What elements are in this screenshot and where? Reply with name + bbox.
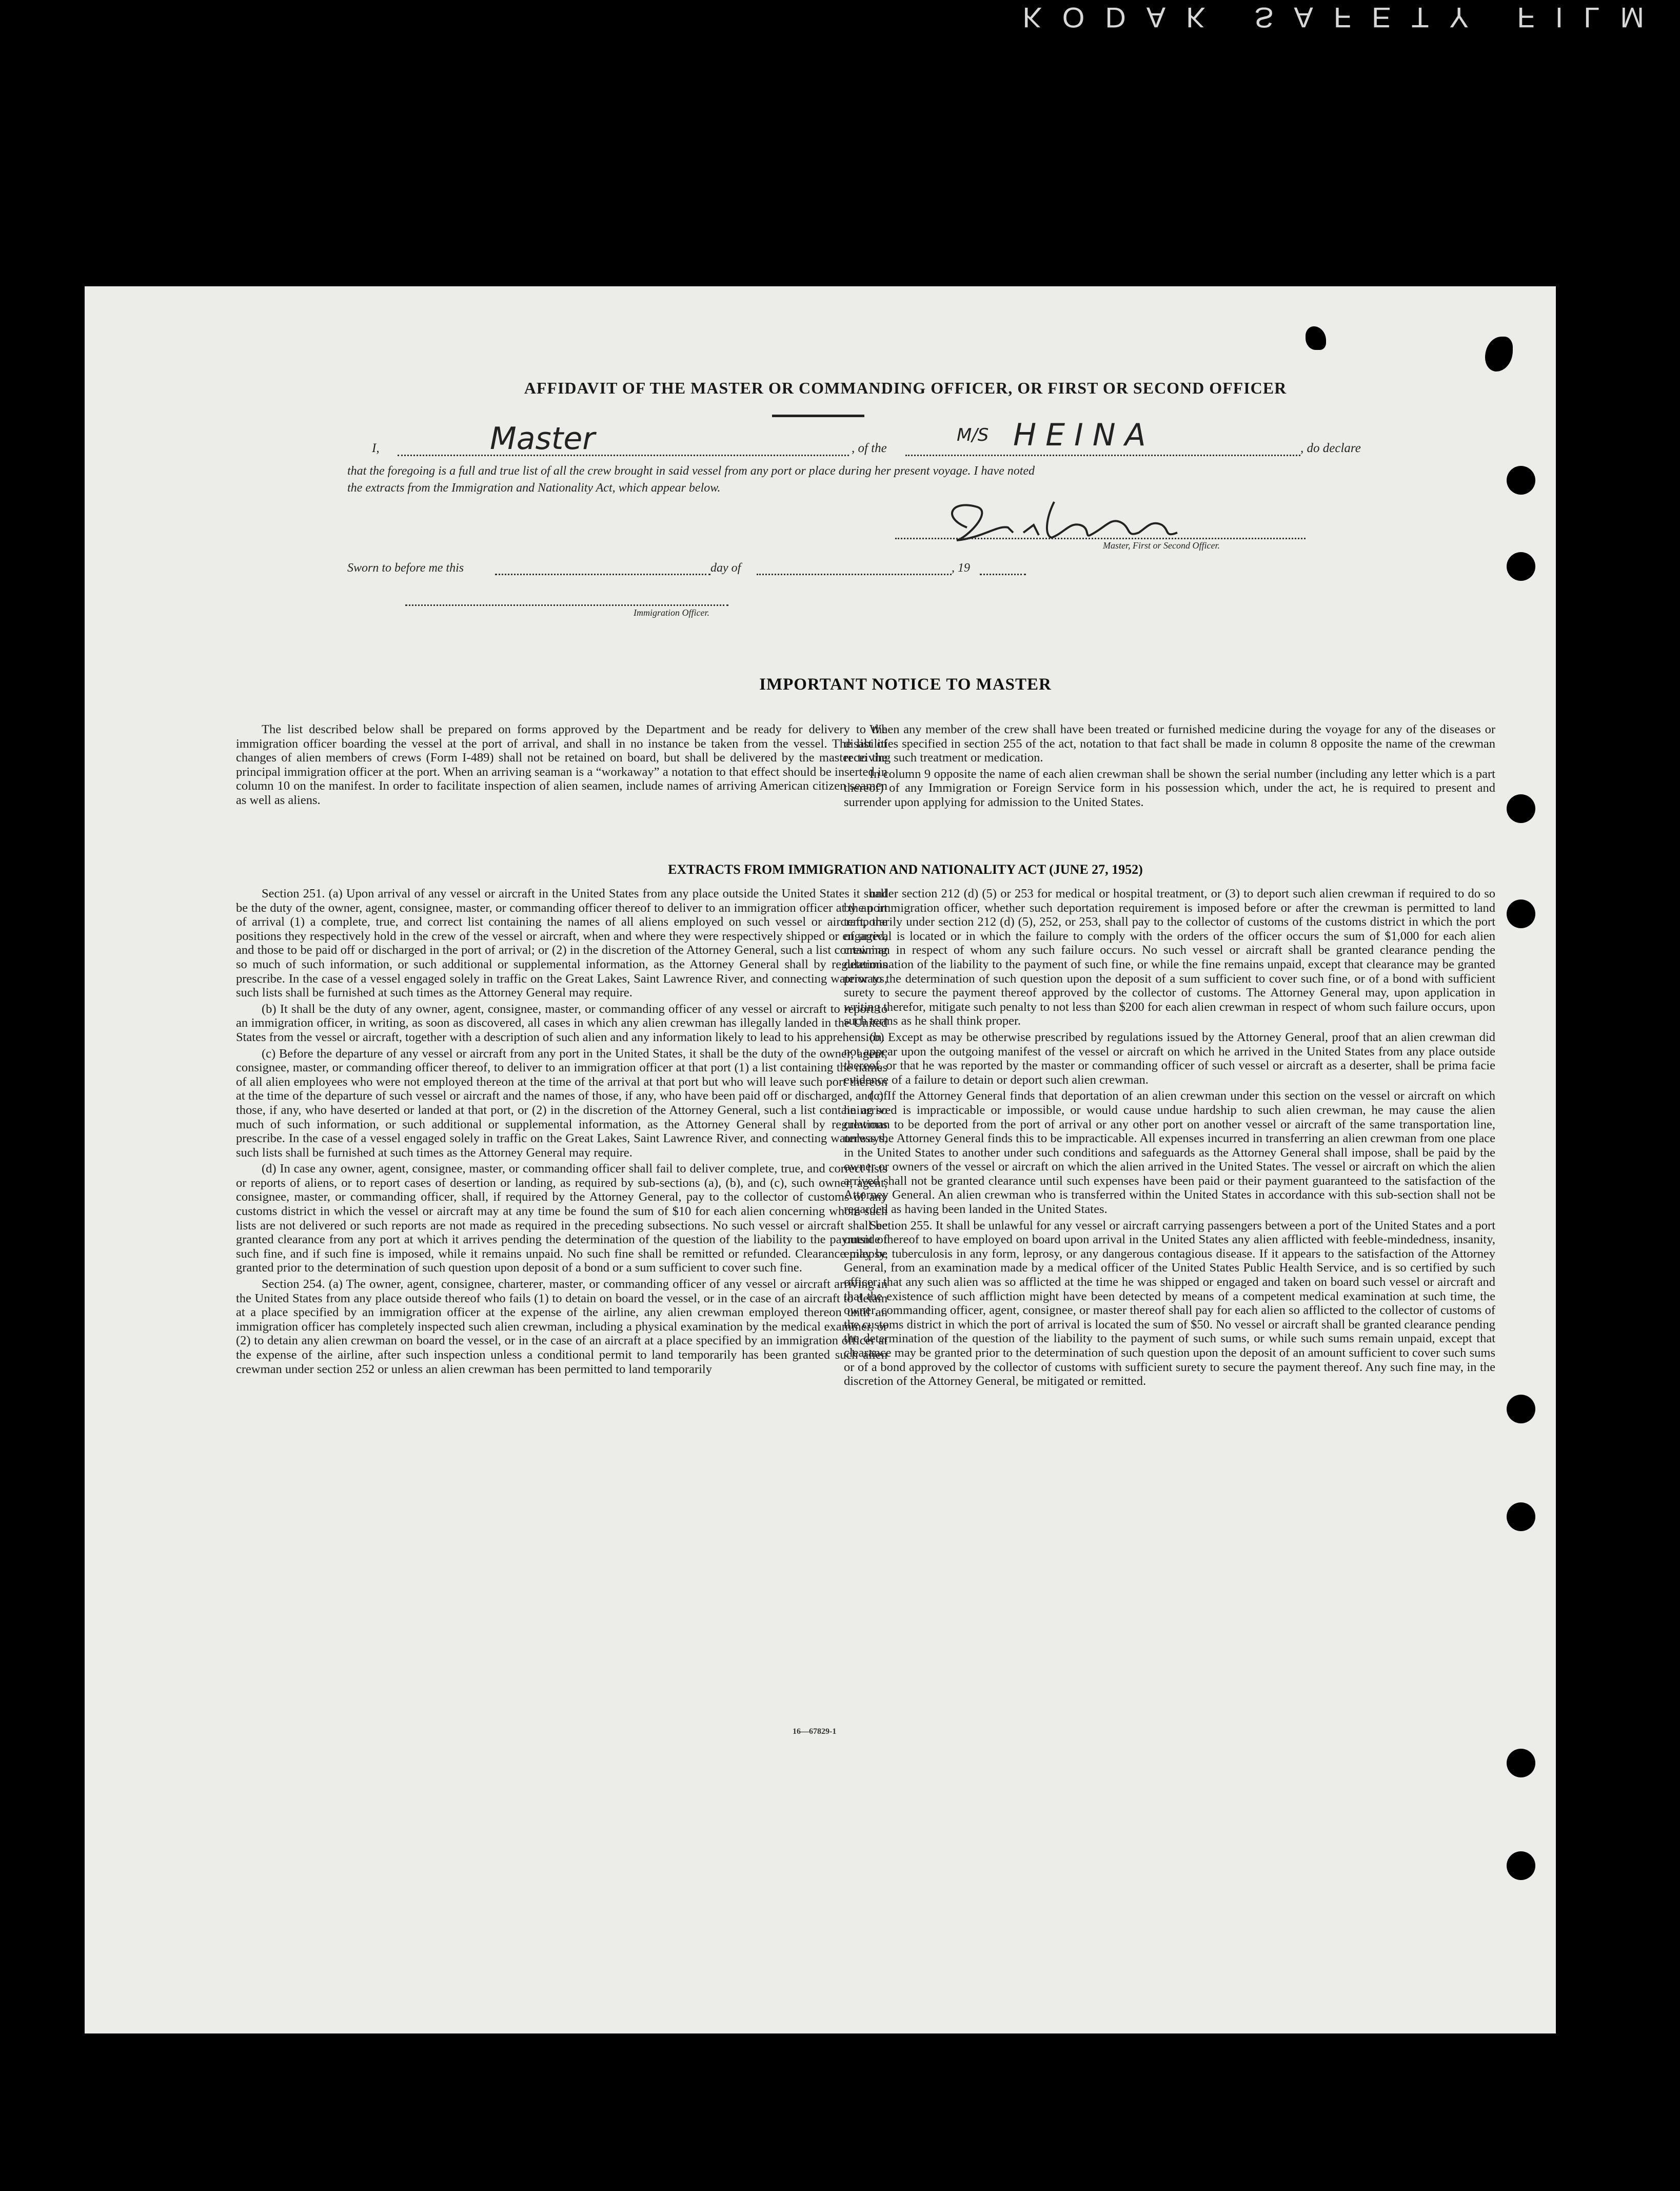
rank-blank	[398, 455, 849, 456]
notice-right-column	[844, 722, 1495, 812]
notice-left-paragraph: The list described below shall be prepared on forms approved by the Department and be ready for delivery to the immigration officer boarding the vessel at the port of arrival, and shall in no instance be taken from the vessel. The list of changes of alien members of crews (Form I-489) shall not be retained on board, but shall be delivered by the master to the principal immigration officer at the port. When an arriving seaman is a “workaway” a notation to that effect should be inserted in column 10 on the manifest. In order to facilitate inspection of alien seamen, include names of arriving American citizen seamen as well as aliens.	[236, 722, 887, 807]
affidavit-line3: the extracts from the Immigration and Nationality Act, which appear below.	[347, 481, 721, 495]
punch-hole	[1507, 899, 1535, 928]
notice-right-paragraph-1: When any member of the crew shall have been treated or furnished medicine during the voyage for any of the diseases or disabilities specified in section 255 of the act, notation to that fact shall be made in column 8 opposite the name of the crewman receiving such treatment or medication.	[844, 722, 1495, 765]
punch-hole	[1507, 466, 1535, 495]
extracts-title: EXTRACTS FROM IMMIGRATION AND NATIONALITY ACT (JUNE 27, 1952)	[668, 862, 1143, 877]
form-code: 16—67829-1	[793, 1727, 837, 1736]
extracts-left-column	[236, 887, 887, 1378]
extract-paragraph: (d) In case any owner, agent, consignee, master, or commanding officer shall fail to deliver complete, true, and correct lists or reports of aliens, or to report cases of desertion or landing, as required by sub-sections (a), (b), and (c), such owner, agent, consignee, master, or commanding officer, shall, if required by the Attorney General, pay to the collector of customs of any customs district in which the vessel or aircraft may at any time be found the sum of $10 for each alien concerning whom such lists are not delivered or such reports are not made as required in the preceding subsections. No such vessel or aircraft shall be granted clearance from any port at which it arrives pending the determination of the question of the liability to the payment of such fine, and if such fine is imposed, while it remains unpaid. No such fine shall be remitted or refunded. Clearance may be granted prior to the determination of such question upon deposit of a bond or a sum sufficient to cover such fine.	[236, 1162, 887, 1275]
extract-paragraph: (c) Before the departure of any vessel or aircraft from any port in the United States, it shall be the duty of the owner, agent, consignee, master, or commanding officer thereof, to deliver to an immigration officer at that port (1) a list containing the names of all alien employees who were not employed thereon at the time of the arrival at that port but who will leave such port thereon at the time of the departure of such vessel or aircraft and the names of those, if any, who have been paid off or discharged, and of those, if any, who have deserted or landed at that port, or (2) in the discretion of the Attorney General, such a list containing so much of such information, or such additional or supplemental information, as the Attorney General shall by regulations prescribe. In the case of a vessel engaged solely in traffic on the Great Lakes, Saint Lawrence River, and connecting waterways, such lists shall be furnished at such times as the Attorney General may require.	[236, 1046, 887, 1160]
punch-hole	[1507, 552, 1535, 581]
officer-label: Immigration Officer.	[634, 608, 709, 618]
extract-paragraph: (b) It shall be the duty of any owner, agent, consignee, master, or commanding officer of any vessel or aircraft to report to an immigration officer, in writing, as soon as discovered, all cases in which any alien crewman has illegally landed in the United States from the vessel or aircraft, together with a description of such alien and any information likely to lead to his apprehension.	[236, 1002, 887, 1044]
punch-hole	[1507, 1395, 1535, 1423]
affidavit-line1-suffix: , do declare	[1300, 441, 1361, 455]
punch-hole	[1507, 1502, 1535, 1531]
filled-vessel-prefix: M/S	[957, 425, 989, 445]
notice-title: IMPORTANT NOTICE TO MASTER	[759, 675, 1052, 694]
signature-blank	[895, 538, 1306, 539]
notice-left-column	[236, 722, 887, 810]
film-edge-text: KODAK SAFETY FILM	[1022, 2, 1665, 34]
title-rule	[772, 415, 864, 417]
sworn-year: , 19	[952, 561, 970, 575]
affidavit-line1-prefix: I,	[372, 441, 380, 455]
extracts-right-column	[844, 887, 1495, 1391]
torn-corner-mark	[1306, 326, 1326, 350]
document-page	[85, 286, 1556, 2033]
extract-paragraph: Section 254. (a) The owner, agent, consignee, charterer, master, or commanding officer of any vessel or aircraft arriving in the United States from any place outside thereof who fails (1) to detain on board the vessel, or in the case of an aircraft to detain at a place specified by an immigration officer at the expense of the airline, any alien crewman employed thereon until an immigration officer has completely inspected such alien crewman, including a physical examination by the medical examiner, or (2) to detain any alien crewman on board the vessel, or in the case of an aircraft at a place specified by an immigration officer at the expense of the airline, after such inspection unless a conditional permit to land temporarily has been granted such alien crewman under section 252 or unless an alien crewman has been permitted to land temporarily	[236, 1277, 887, 1376]
sworn-year-blank	[980, 574, 1026, 575]
sworn-date-blank	[495, 574, 710, 575]
affidavit-line1-of: , of the	[852, 441, 887, 455]
affidavit-line2: that the foregoing is a full and true list of all the crew brought in said vessel from any port or place during her present voyage. I have noted	[347, 464, 1035, 478]
notice-right-paragraph-2: In column 9 opposite the name of each alien crewman shall be shown the serial number (including any letter which is a part thereof) of any Immigration or Foreign Service form in his possession which, under the act, he is required to present and surrender upon applying for admission to the United States.	[844, 767, 1495, 809]
extract-paragraph: Section 255. It shall be unlawful for any vessel or aircraft carrying passengers between a port of the United States and a port outside thereof to have employed on board upon arrival in the United States any alien afflicted with feeble-mindedness, insanity, epilepsy, tuberculosis in any form, leprosy, or any dangerous contagious disease. If it appears to the satisfaction of the Attorney General, from an examination made by a medical officer of the United States Public Health Service, and is so certified by such officer, that any such alien was so afflicted at the time he was shipped or engaged and taken on board such vessel or aircraft and that the existence of such affliction might have been detected by means of a competent medical examination at such time, the owner, commanding officer, agent, consignee, or master thereof shall pay for each alien so afflicted to the collector of customs of the customs district in which the port of arrival is located the sum of $50. No vessel or aircraft shall be granted clearance pending the determination of the question of the liability to the payment of such sums, or while such sums remain unpaid, except that clearance may be granted prior to the determination of such question upon the deposit of an amount sufficient to cover such sums or of a bond approved by the collector of customs with sufficient surety to secure the payment thereof. Any such fine may, in the discretion of the Attorney General, be mitigated or remitted.	[844, 1218, 1495, 1388]
officer-blank	[405, 604, 728, 606]
vessel-blank	[905, 455, 1300, 456]
extract-paragraph: (c) If the Attorney General finds that deportation of an alien crewman under this section on the vessel or aircraft on which he arrived is impracticable or impossible, or would cause undue hardship to such alien crewman, he may cause the alien crewman to be deported from the port of arrival or any other port on another vessel or aircraft of the same transportation line, unless the Attorney General finds this to be impracticable. All expenses incurred in transferring an alien crewman from one place in the United States to another under such conditions and safeguards as the Attorney General shall impose, shall be paid by the owner or owners of the vessel or aircraft on which the alien arrived in the United States. The vessel or aircraft on which the alien arrived shall not be granted clearance until such expenses have been paid or their payment guaranteed to the satisfaction of the Attorney General. An alien crewman who is transferred within the United States in accordance with this sub-section shall not be regarded as having been landed in the United States.	[844, 1089, 1495, 1217]
extract-paragraph: (b) Except as may be otherwise prescribed by regulations issued by the Attorney General, proof that an alien crewman did not appear upon the outgoing manifest of the vessel or aircraft on which he arrived in the United States from any place outside thereof, or that he was reported by the master or commanding officer of such vessel or aircraft as a deserter, shall be prima facie evidence of a failure to detain or deport such alien crewman.	[844, 1030, 1495, 1087]
extract-paragraph: under section 212 (d) (5) or 253 for medical or hospital treatment, or (3) to deport such alien crewman if required to do so by an immigration officer, whether such deportation requirement is imposed before or after the crewman is permitted to land temporarily under section 212 (d) (5), 252, or 253, shall pay to the collector of customs of the customs district in which the port of arrival is located or in which the failure to comply with the orders of the officer occurs the sum of $1,000 for each alien crewman in respect of whom any such failure occurs. No such vessel or aircraft shall be granted clearance pending the determination of the liability to the payment of such fine, or while the fine remains unpaid, except that clearance may be granted prior to the determination of such question upon the deposit of a sum sufficient to cover such fine, or of a bond with sufficient surety to secure the payment thereof approved by the collector of customs. The Attorney General may, upon application in writing therefor, mitigate such penalty to not less than $200 for each alien crewman in respect of whom such failure occurs, upon such terms as he shall think proper.	[844, 887, 1495, 1028]
signature-label: Master, First or Second Officer.	[1103, 540, 1220, 551]
torn-corner-mark	[1485, 337, 1513, 371]
affidavit-title: AFFIDAVIT OF THE MASTER OR COMMANDING OFFICER, OR FIRST OR SECOND OFFICER	[524, 379, 1287, 397]
sworn-day: day of	[710, 561, 741, 575]
punch-hole	[1507, 1749, 1535, 1777]
extract-paragraph: Section 251. (a) Upon arrival of any vessel or aircraft in the United States from any place outside the United States it shall be the duty of the owner, agent, consignee, master, or commanding officer thereof to deliver to an immigration officer at the port of arrival (1) a complete, true, and correct list containing the names of all aliens employed on such vessel or aircraft, the positions they respectively hold in the crew of the vessel or aircraft, when and where they were respectively shipped or engaged, and those to be paid off or discharged in the port of arrival; or (2) in the discretion of the Attorney General, such a list containing so much of such information, or such additional or supplemental information, as the Attorney General shall by regulations prescribe. In the case of a vessel engaged solely in traffic on the Great Lakes, Saint Lawrence River, and connecting waterways, such lists shall be furnished at such times as the Attorney General may require.	[236, 887, 887, 1000]
punch-hole	[1507, 794, 1535, 823]
filled-rank: Master	[490, 421, 595, 457]
filled-vessel: HEINA	[1013, 417, 1155, 453]
sworn-month-blank	[757, 574, 952, 575]
punch-hole	[1507, 1851, 1535, 1880]
sworn-prefix: Sworn to before me this	[347, 561, 464, 575]
